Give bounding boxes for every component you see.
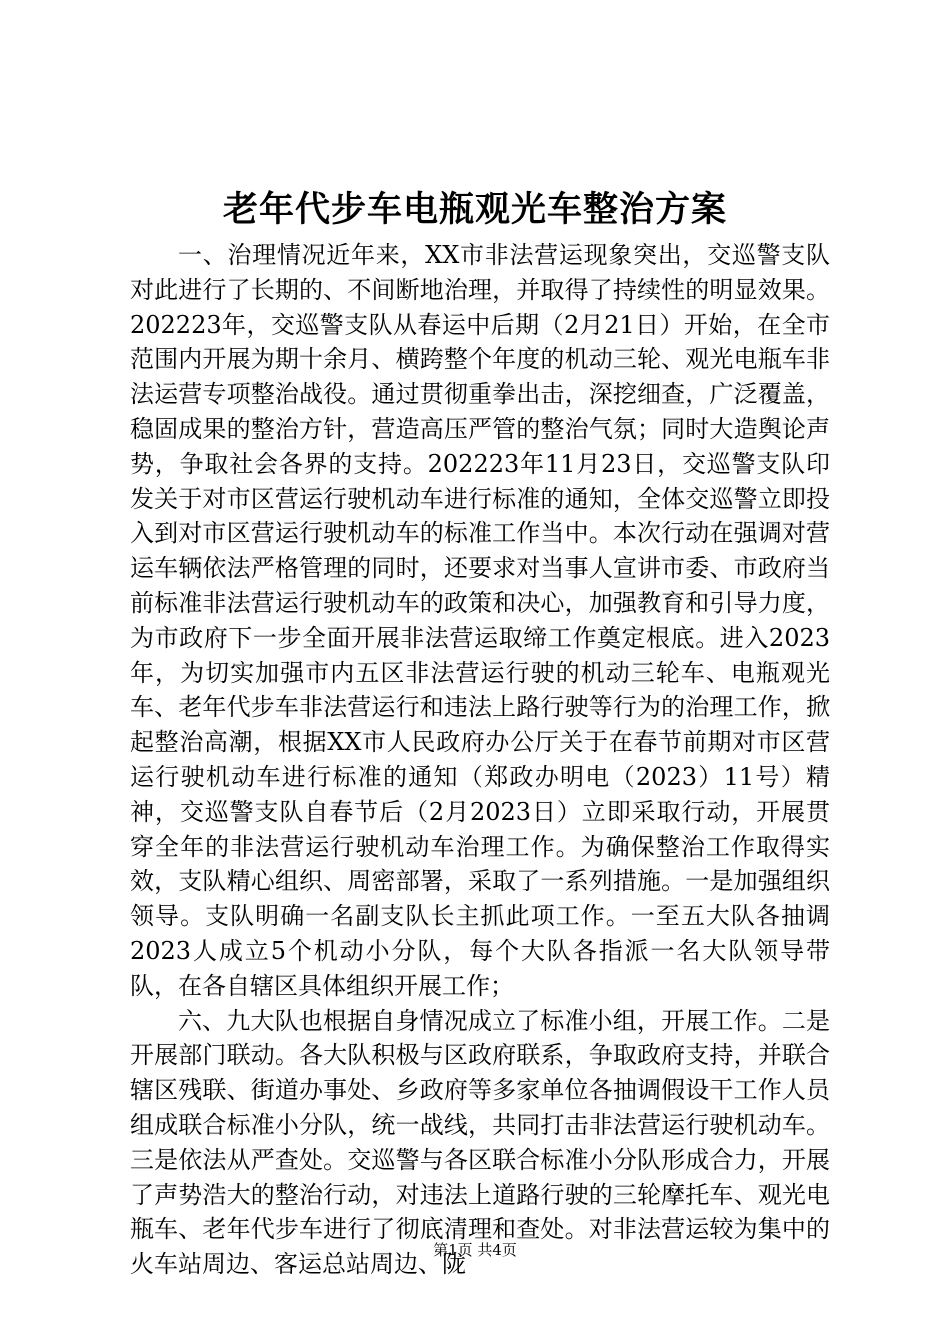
document-body — [130, 238, 830, 1282]
page-indicator: 第1页 共4页 — [433, 1241, 517, 1259]
paragraph-2: 六、九大队也根据自身情况成立了标准小组，开展工作。二是开展部门联动。各大队积极与区政府联系，争取政府支持，并联合辖区残联、街道办事处、乡政府等多家单位各抽调假设干工作人员组成联合标准小分队，统一战线，共同打击非法营运行驶机动车。三是依法从严查处。交巡警与各区联合标准小分队形成合力，开展了声势浩大的整治行动，对违法上道路行驶的三轮摩托车、观光电瓶车、老年代步车进行了彻底清理和查处。对非法营运较为集中的火车站周边、客运总站周边、陇 — [130, 1006, 830, 1279]
paragraph-1: 一、治理情况近年来，XX市非法营运现象突出，交巡警支队对此进行了长期的、不间断地治理，并取得了持续性的明显效果。202223年，交巡警支队从春运中后期（2月21日）开始，在全市范围内开展为期十余月、横跨整个年度的机动三轮、观光电瓶车非法运营专项整治战役。通过贯彻重拳出击，深挖细查，广泛覆盖，稳固成果的整治方针，营造高压严管的整治气氛；同时大造舆论声势，争取社会各界的支持。202223年11月23日，交巡警支队印发关于对市区营运行驶机动车进行标准的通知，全体交巡警立即投入到对市区营运行驶机动车的标准工作当中。本次行动在强调对营运车辆依法严格管理的同时，还要求对当事人宣讲市委、市政府当前标准非法营运行驶机动车的政策和决心，加强教育和引导力度，为市政府下一步全面开展非法营运取缔工作奠定根底。进入2023年，为切实加强市内五区非法营运行驶的机动三轮车、电瓶观光车、老年代步车非法营运行和违法上路行驶等行为的治理工作，掀起整治高潮，根据XX市人民政府办公厅关于在春节前期对市区营运行驶机动车进行标准的通知（郑政办明电（2023）11号）精神，交巡警支队自春节后（2月2023日）立即采取行动，开展贯穿全年的非法营运行驶机动车治理工作。为确保整治工作取得实效，支队精心组织、周密部署，采取了一系列措施。一是加强组织领导。支队明确一名副支队长主抓此项工作。一至五大队各抽调2023人成立5个机动小分队，每个大队各指派一名大队领导带队，在各自辖区具体组织开展工作； — [130, 241, 830, 1000]
page-footer — [0, 1240, 950, 1260]
document-title: 老年代步车电瓶观光车整治方案 — [222, 189, 727, 230]
